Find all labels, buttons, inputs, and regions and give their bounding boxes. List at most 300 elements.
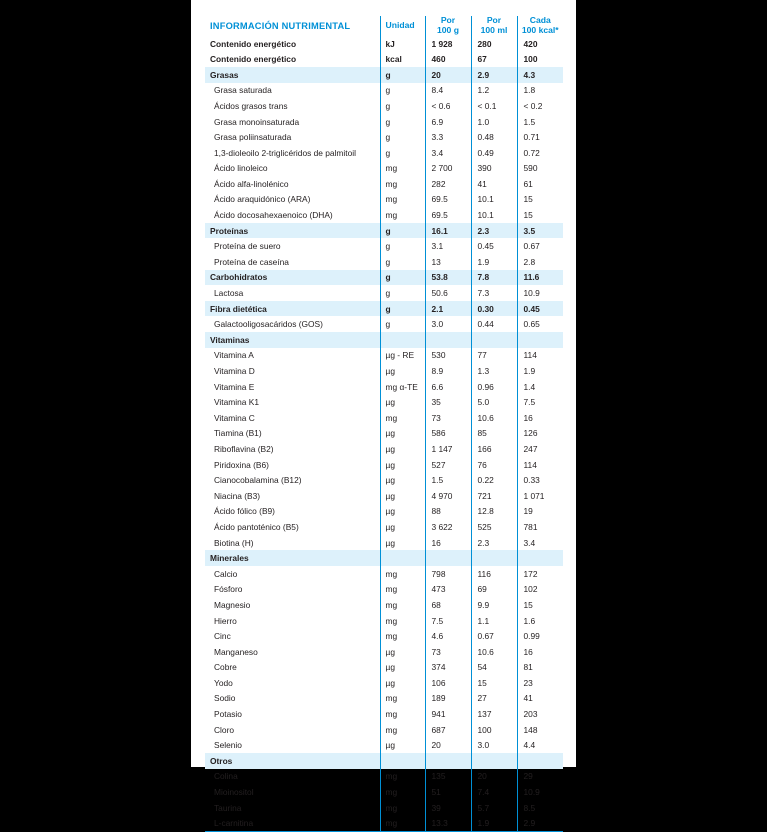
row-value-per-100g: 135	[425, 769, 471, 785]
table-row	[205, 301, 563, 317]
row-value-per-100g: 3.3	[425, 129, 471, 145]
row-nutrient-label: Ácido alfa-linolénico	[214, 178, 289, 189]
row-nutrient-label: Mioinositol	[214, 787, 254, 798]
row-unit: g	[380, 114, 425, 130]
row-nutrient-label: Proteína de caseína	[214, 256, 289, 267]
row-value-per-100ml: 54	[471, 660, 517, 676]
table-row	[205, 472, 563, 488]
row-value-per-100kcal: 0.72	[517, 145, 563, 161]
column-header-per-100kcal-line1: Cada	[529, 15, 551, 25]
row-value-per-100g: 3 622	[425, 519, 471, 535]
row-value-per-100ml: 41	[471, 176, 517, 192]
row-nutrient-label: Potasio	[214, 709, 242, 720]
row-nutrient-label: Vitamina K1	[214, 397, 260, 408]
row-value-per-100ml: 2.3	[471, 223, 517, 239]
row-nutrient-label: Biotina (H)	[214, 537, 254, 548]
row-section-label: Grasas	[205, 67, 380, 83]
row-value-per-100ml: 1.1	[471, 613, 517, 629]
row-value-per-100ml: 280	[471, 36, 517, 52]
row-value-per-100kcal: 1 071	[517, 488, 563, 504]
row-nutrient-label: Contenido energético	[210, 54, 297, 65]
row-value-per-100g: 3.1	[425, 238, 471, 254]
row-value-per-100ml: 2.3	[471, 535, 517, 551]
table-row	[205, 706, 563, 722]
row-value-per-100ml: 2.9	[471, 67, 517, 83]
row-value-per-100kcal: 172	[517, 566, 563, 582]
row-unit: µg	[380, 675, 425, 691]
row-value-per-100kcal: 81	[517, 660, 563, 676]
row-unit: mg α-TE	[380, 379, 425, 395]
row-unit: µg	[380, 441, 425, 457]
row-value-per-100kcal: 1.5	[517, 114, 563, 130]
row-value-per-100g: 189	[425, 691, 471, 707]
row-value-per-100g: 941	[425, 706, 471, 722]
row-value-per-100kcal: 247	[517, 441, 563, 457]
table-row	[205, 176, 563, 192]
row-value-per-100g	[425, 550, 471, 566]
row-nutrient-label: Sodio	[214, 693, 236, 704]
table-body	[205, 36, 563, 831]
row-unit: mg	[380, 192, 425, 208]
row-value-per-100ml: 7.4	[471, 784, 517, 800]
row-value-per-100g: 51	[425, 784, 471, 800]
row-value-per-100g: 2.1	[425, 301, 471, 317]
row-value-per-100ml: 85	[471, 426, 517, 442]
table-row	[205, 628, 563, 644]
row-unit: g	[380, 285, 425, 301]
table-title: INFORMACIÓN NUTRIMENTAL	[210, 20, 351, 31]
row-value-per-100ml: 1.3	[471, 363, 517, 379]
row-value-per-100kcal: 102	[517, 582, 563, 598]
row-nutrient-label: Cianocobalamina (B12)	[214, 475, 302, 486]
row-section-label: Vitaminas	[205, 332, 380, 348]
table-row	[205, 753, 563, 769]
row-value-per-100g: 16	[425, 535, 471, 551]
row-value-per-100g	[425, 753, 471, 769]
row-nutrient-label: Cobre	[214, 662, 237, 673]
row-unit: g	[380, 67, 425, 83]
row-value-per-100kcal: 1.4	[517, 379, 563, 395]
row-value-per-100kcal: 590	[517, 161, 563, 177]
row-value-per-100kcal: 29	[517, 769, 563, 785]
row-nutrient-label: Galactooligosacáridos (GOS)	[214, 319, 323, 330]
row-value-per-100g: 4 970	[425, 488, 471, 504]
row-value-per-100ml: 69	[471, 582, 517, 598]
row-value-per-100kcal: 11.6	[517, 270, 563, 286]
row-value-per-100g: 6.9	[425, 114, 471, 130]
row-value-per-100ml: 137	[471, 706, 517, 722]
row-nutrient-label: Ácido fólico (B9)	[214, 506, 275, 517]
table-row	[205, 394, 563, 410]
column-header-per-100ml-line1: Por	[486, 15, 502, 25]
row-unit: µg	[380, 519, 425, 535]
row-value-per-100ml: 7.8	[471, 270, 517, 286]
row-value-per-100ml: 166	[471, 441, 517, 457]
row-value-per-100ml: 525	[471, 519, 517, 535]
row-unit: µg	[380, 426, 425, 442]
row-value-per-100g: 50.6	[425, 285, 471, 301]
row-value-per-100kcal: 100	[517, 51, 563, 67]
row-value-per-100kcal: 420	[517, 36, 563, 52]
row-value-per-100kcal: 8.5	[517, 800, 563, 816]
row-value-per-100g: 13	[425, 254, 471, 270]
row-unit: mg	[380, 815, 425, 831]
row-value-per-100ml: 10.1	[471, 207, 517, 223]
row-value-per-100g: 88	[425, 504, 471, 520]
row-value-per-100kcal: 10.9	[517, 784, 563, 800]
row-nutrient-label: Yodo	[214, 677, 233, 688]
row-value-per-100g: 1 147	[425, 441, 471, 457]
table-row	[205, 597, 563, 613]
column-header-per-100ml	[471, 16, 517, 36]
row-value-per-100kcal: 0.71	[517, 129, 563, 145]
table-row	[205, 737, 563, 753]
row-value-per-100kcal: 15	[517, 207, 563, 223]
row-value-per-100kcal: 1.6	[517, 613, 563, 629]
row-value-per-100kcal: 2.8	[517, 254, 563, 270]
column-header-per-100g-line1: Por	[440, 15, 456, 25]
row-value-per-100kcal: < 0.2	[517, 98, 563, 114]
row-unit: g	[380, 223, 425, 239]
row-value-per-100g: 2 700	[425, 161, 471, 177]
row-value-per-100kcal: 114	[517, 348, 563, 364]
row-value-per-100g: 374	[425, 660, 471, 676]
row-nutrient-label: Manganeso	[214, 646, 258, 657]
row-value-per-100ml: 0.44	[471, 316, 517, 332]
row-value-per-100ml: 0.49	[471, 145, 517, 161]
row-value-per-100kcal: 23	[517, 675, 563, 691]
row-unit: mg	[380, 722, 425, 738]
row-value-per-100kcal: 3.4	[517, 535, 563, 551]
row-value-per-100g: 282	[425, 176, 471, 192]
row-value-per-100ml: 1.9	[471, 815, 517, 831]
row-unit: g	[380, 98, 425, 114]
row-value-per-100ml: 67	[471, 51, 517, 67]
row-value-per-100kcal	[517, 753, 563, 769]
row-value-per-100kcal: 0.45	[517, 301, 563, 317]
row-value-per-100g: 586	[425, 426, 471, 442]
row-value-per-100ml: 0.45	[471, 238, 517, 254]
row-value-per-100kcal: 16	[517, 410, 563, 426]
row-value-per-100ml: 20	[471, 769, 517, 785]
row-value-per-100kcal: 4.4	[517, 737, 563, 753]
row-nutrient-label: Grasa saturada	[214, 85, 272, 96]
row-value-per-100g: 39	[425, 800, 471, 816]
row-value-per-100ml: 0.67	[471, 628, 517, 644]
row-unit: g	[380, 254, 425, 270]
table-row	[205, 800, 563, 816]
row-value-per-100kcal: 148	[517, 722, 563, 738]
column-header-per-100g-line2: 100 g	[437, 24, 459, 35]
row-unit: µg	[380, 737, 425, 753]
table-row	[205, 441, 563, 457]
table-row	[205, 660, 563, 676]
row-value-per-100ml: 1.2	[471, 83, 517, 99]
table-row	[205, 348, 563, 364]
row-unit: mg	[380, 769, 425, 785]
row-value-per-100g: 68	[425, 597, 471, 613]
column-header-per-100ml-line2: 100 ml	[480, 24, 508, 35]
table-row	[205, 535, 563, 551]
row-unit	[380, 753, 425, 769]
row-nutrient-label: Hierro	[214, 615, 237, 626]
row-nutrient-label: Selenio	[214, 740, 242, 751]
row-unit: g	[380, 316, 425, 332]
row-nutrient-label: Lactosa	[214, 288, 244, 299]
table-row	[205, 379, 563, 395]
row-section-label: Carbohidratos	[205, 270, 380, 286]
row-unit: g	[380, 129, 425, 145]
row-nutrient-label: Cloro	[214, 724, 235, 735]
table-row	[205, 36, 563, 52]
table-row	[205, 332, 563, 348]
row-value-per-100g: 20	[425, 67, 471, 83]
table-row	[205, 83, 563, 99]
nutrition-table	[205, 16, 563, 832]
row-value-per-100ml: < 0.1	[471, 98, 517, 114]
row-unit: µg - RE	[380, 348, 425, 364]
row-value-per-100g: 8.9	[425, 363, 471, 379]
table-row	[205, 51, 563, 67]
row-unit: kJ	[380, 36, 425, 52]
table-row	[205, 613, 563, 629]
row-unit: mg	[380, 176, 425, 192]
row-nutrient-label: Piridoxina (B6)	[214, 459, 269, 470]
row-unit: mg	[380, 784, 425, 800]
row-value-per-100g: 3.0	[425, 316, 471, 332]
row-value-per-100ml: 0.30	[471, 301, 517, 317]
table-row	[205, 722, 563, 738]
row-unit: mg	[380, 410, 425, 426]
row-value-per-100ml	[471, 332, 517, 348]
row-nutrient-label: Grasa monoinsaturada	[214, 116, 300, 127]
row-nutrient-label: Magnesio	[214, 599, 251, 610]
row-nutrient-label: L-carnitina	[205, 815, 380, 831]
row-value-per-100ml: 100	[471, 722, 517, 738]
row-value-per-100g	[425, 332, 471, 348]
row-section-label: Proteínas	[205, 223, 380, 239]
row-value-per-100kcal: 0.67	[517, 238, 563, 254]
row-value-per-100ml: 12.8	[471, 504, 517, 520]
row-value-per-100g: 3.4	[425, 145, 471, 161]
row-section-label: Fibra dietética	[205, 301, 380, 317]
row-value-per-100g: 1 928	[425, 36, 471, 52]
row-value-per-100ml: 5.7	[471, 800, 517, 816]
row-value-per-100ml: 9.9	[471, 597, 517, 613]
row-value-per-100g: 53.8	[425, 270, 471, 286]
row-unit	[380, 332, 425, 348]
row-section-label: Minerales	[205, 550, 380, 566]
row-unit: mg	[380, 566, 425, 582]
row-value-per-100g: 687	[425, 722, 471, 738]
row-value-per-100ml: 77	[471, 348, 517, 364]
row-unit: mg	[380, 628, 425, 644]
table-row	[205, 769, 563, 785]
row-nutrient-label: Proteína de suero	[214, 241, 281, 252]
row-value-per-100g: 69.5	[425, 207, 471, 223]
row-value-per-100ml: 390	[471, 161, 517, 177]
row-value-per-100g: 13.3	[425, 815, 471, 831]
table-row	[205, 488, 563, 504]
row-unit: µg	[380, 535, 425, 551]
row-value-per-100g: 527	[425, 457, 471, 473]
row-value-per-100g: 8.4	[425, 83, 471, 99]
row-value-per-100kcal: 15	[517, 192, 563, 208]
row-value-per-100kcal: 2.9	[517, 815, 563, 831]
column-header-per-100kcal-line2: 100 kcal*	[521, 24, 559, 35]
row-value-per-100ml: 15	[471, 675, 517, 691]
row-unit: µg	[380, 644, 425, 660]
table-row	[205, 410, 563, 426]
row-value-per-100kcal: 203	[517, 706, 563, 722]
row-nutrient-label: Ácido pantoténico (B5)	[214, 521, 299, 532]
row-value-per-100ml: 1.9	[471, 254, 517, 270]
row-nutrient-label: Vitamina C	[214, 412, 255, 423]
row-unit: µg	[380, 660, 425, 676]
row-unit: mg	[380, 800, 425, 816]
row-nutrient-label: Ácidos grasos trans	[214, 100, 288, 111]
row-value-per-100ml: 7.3	[471, 285, 517, 301]
row-value-per-100ml: 10.6	[471, 410, 517, 426]
table-row	[205, 457, 563, 473]
row-value-per-100kcal: 126	[517, 426, 563, 442]
row-value-per-100kcal: 1.8	[517, 83, 563, 99]
table-row	[205, 285, 563, 301]
row-value-per-100ml: 1.0	[471, 114, 517, 130]
table-row	[205, 67, 563, 83]
row-value-per-100kcal: 19	[517, 504, 563, 520]
row-unit	[380, 550, 425, 566]
row-value-per-100kcal: 10.9	[517, 285, 563, 301]
row-unit: mg	[380, 161, 425, 177]
row-nutrient-label: Grasa poliinsaturada	[214, 132, 292, 143]
row-unit: µg	[380, 394, 425, 410]
row-nutrient-label: Ácido araquidónico (ARA)	[214, 194, 311, 205]
row-value-per-100kcal: 0.99	[517, 628, 563, 644]
row-value-per-100kcal: 781	[517, 519, 563, 535]
row-value-per-100ml: 0.48	[471, 129, 517, 145]
row-nutrient-label: Riboflavina (B2)	[214, 443, 274, 454]
row-value-per-100g: 460	[425, 51, 471, 67]
row-unit: µg	[380, 488, 425, 504]
row-nutrient-label: Niacina (B3)	[214, 490, 261, 501]
row-unit: µg	[380, 457, 425, 473]
table-row	[205, 161, 563, 177]
table-row	[205, 98, 563, 114]
row-value-per-100kcal: 1.9	[517, 363, 563, 379]
table-row	[205, 114, 563, 130]
table-row	[205, 566, 563, 582]
row-section-label: Otros	[205, 753, 380, 769]
row-value-per-100g: 16.1	[425, 223, 471, 239]
row-value-per-100kcal: 7.5	[517, 394, 563, 410]
row-value-per-100g: 35	[425, 394, 471, 410]
column-header-unit: Unidad	[380, 16, 425, 36]
table-row	[205, 426, 563, 442]
row-nutrient-label: Cinc	[214, 631, 231, 642]
row-nutrient-label: Colina	[214, 771, 238, 782]
row-value-per-100ml: 10.1	[471, 192, 517, 208]
table-row	[205, 582, 563, 598]
row-value-per-100ml: 0.22	[471, 472, 517, 488]
row-value-per-100kcal: 0.65	[517, 316, 563, 332]
table-row	[205, 145, 563, 161]
row-value-per-100kcal: 4.3	[517, 67, 563, 83]
row-value-per-100ml: 10.6	[471, 644, 517, 660]
row-value-per-100kcal: 61	[517, 176, 563, 192]
table-row	[205, 363, 563, 379]
row-value-per-100kcal: 114	[517, 457, 563, 473]
row-unit: kcal	[380, 51, 425, 67]
row-unit: µg	[380, 504, 425, 520]
table-row	[205, 784, 563, 800]
row-nutrient-label: Tiamina (B1)	[214, 428, 262, 439]
row-nutrient-label: Calcio	[214, 568, 238, 579]
row-value-per-100ml: 116	[471, 566, 517, 582]
row-value-per-100g: 473	[425, 582, 471, 598]
table-row	[205, 815, 563, 831]
row-unit: mg	[380, 582, 425, 598]
table-row	[205, 238, 563, 254]
table-row	[205, 519, 563, 535]
row-value-per-100g: 1.5	[425, 472, 471, 488]
row-value-per-100kcal	[517, 332, 563, 348]
row-unit: mg	[380, 691, 425, 707]
row-value-per-100g: 4.6	[425, 628, 471, 644]
row-value-per-100ml: 0.96	[471, 379, 517, 395]
row-unit: g	[380, 145, 425, 161]
row-value-per-100kcal: 15	[517, 597, 563, 613]
row-value-per-100kcal: 41	[517, 691, 563, 707]
row-unit: mg	[380, 597, 425, 613]
row-nutrient-label: Contenido energético	[210, 38, 297, 49]
row-unit: µg	[380, 472, 425, 488]
row-value-per-100ml: 76	[471, 457, 517, 473]
row-unit: g	[380, 83, 425, 99]
row-unit: mg	[380, 706, 425, 722]
row-nutrient-label: Taurina	[214, 802, 242, 813]
column-header-per-100kcal	[517, 16, 563, 36]
row-unit: g	[380, 270, 425, 286]
table-row	[205, 254, 563, 270]
row-value-per-100kcal	[517, 550, 563, 566]
row-value-per-100g: 69.5	[425, 192, 471, 208]
table-row	[205, 129, 563, 145]
table-row	[205, 223, 563, 239]
row-value-per-100g: 6.6	[425, 379, 471, 395]
row-nutrient-label: Vitamina E	[214, 381, 255, 392]
row-value-per-100g: 798	[425, 566, 471, 582]
row-unit: mg	[380, 207, 425, 223]
row-value-per-100g: 7.5	[425, 613, 471, 629]
row-value-per-100g: 20	[425, 737, 471, 753]
row-value-per-100kcal: 16	[517, 644, 563, 660]
table-row	[205, 207, 563, 223]
row-nutrient-label: Ácido linoleico	[214, 163, 268, 174]
table-row	[205, 192, 563, 208]
row-nutrient-label: 1,3-dioleoilo 2-triglicéridos de palmitoil	[214, 147, 356, 158]
table-header	[205, 16, 563, 36]
table-row	[205, 550, 563, 566]
row-value-per-100g: 73	[425, 410, 471, 426]
row-value-per-100kcal: 3.5	[517, 223, 563, 239]
table-row	[205, 675, 563, 691]
table-row	[205, 270, 563, 286]
table-row	[205, 644, 563, 660]
row-nutrient-label: Vitamina A	[214, 350, 254, 361]
table-row	[205, 504, 563, 520]
row-unit: g	[380, 301, 425, 317]
